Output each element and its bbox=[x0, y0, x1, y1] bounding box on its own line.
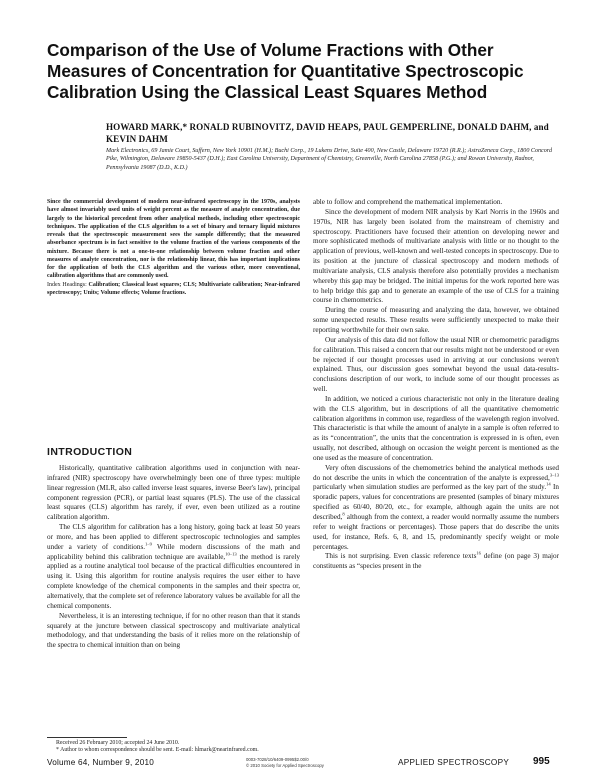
footer-copyright: © 2010 Society for Applied Spectroscopy bbox=[246, 763, 324, 769]
citation: 8 bbox=[342, 511, 345, 517]
index-headings-label: Index Headings: bbox=[47, 281, 87, 288]
footnotes bbox=[47, 740, 300, 755]
paragraph: Nevertheless, it is an interesting technique, if for no other reason than that it stands squarely at the juncture between classical spectroscopy and multivariate analytical methodology, and that understanding the basis of it relies more on the relationship of the spectra to chemical intuition than on being bbox=[47, 611, 300, 650]
article-title: Comparison of the Use of Volume Fractions with Other Measures of Concentration for Quantitative Spectroscopic Calibration Using the Classical Least Squares Method bbox=[47, 40, 524, 102]
footer-journal-name: APPLIED SPECTROSCOPY bbox=[398, 758, 510, 767]
paragraph-text: particularly when simulation studies are performed as the key part of the study. bbox=[313, 483, 547, 492]
paragraph-text: although from the context, a reader would normally assume the numbers refer to weight fractions or percentages). Those papers that do describe the units used, for instance, Refs. 6, 8, and 15, predominantly specify weight or mole percentages. bbox=[313, 513, 559, 551]
paragraph: Historically, quantitative calibration algorithms used in conjunction with near-infrared (NIR) spectroscopy have overwhelmingly been one of three types: multiple linear regression (MLR, also called inverse least squares, inverse Beer's law), principal component regression (PCR), or partial least squares (PLS). The use of the classical least squares (CLS) algorithm has rarely, if ever, even been utilized as a routine calibration algorithm. bbox=[47, 464, 300, 522]
citation: 14 bbox=[546, 482, 551, 488]
abstract: Since the commercial development of modern near-infrared spectroscopy in the 1970s, analysts have almost invariably used units of weight percent as the measure of analyte concentration, due largely to the historical precedent from other analytical methods, including other spectroscopic techniques. The application of the CLS algorithm to a set of binary and ternary liquid mixtures reveals that the spectroscopic measurement sees the sample differently; that the measured absorbance spectrum is in fact sensitive to the volume fraction of the various components of the mixture. Because there is not a one-to-one relationship between volume fraction and other measures of analyte concentration, nor is the relationship linear, this has important implications for the application of both the CLS algorithm and the various other, more conventional, calibration algorithms that are commonly used. bbox=[47, 199, 300, 280]
author-affiliations: Mark Electronics, 69 Jamie Court, Suffern, New York 10901 (H.M.); Buchi Corp., 19 Lukens Drive, Suite 400, New Castle, Delaware 19720 (R.R.); AstraZeneca Corp., 1800 Concord Pike, Wilmington, Delaware 19850-5437 (D.H.); East Carolina University, Department of Chemistry, Greenville, North Carolina 27858 (P.G.); and Rowan University, Radnor, Pennsylvania 19087 (D.D., K.D.) bbox=[106, 148, 552, 171]
footer-volume: Volume 64, Number 9, 2010 bbox=[47, 758, 154, 767]
left-column bbox=[47, 198, 301, 650]
paragraph-text: The CLS algorithm for calibration has a long history, going back at least 50 years or more, and has been applied to different spectroscopic technologies and samples under a variety of conditions. bbox=[47, 523, 300, 551]
paragraph: Since the development of modern NIR analysis by Karl Norris in the 1960s and 1970s, NIR has largely been isolated from the mainstream of chemistry and spectroscopy. Practitioners have focused their attention on developing newer and more sophisticated methods of multivariate analysis with little or no thought to the application of previous, well-known and well-tested concepts in spectroscopy. Due to its position at the juncture of classical spectroscopy and modern methods of multivariate analysis, CLS analysis therefore also potentially provides a mechanism whereby this gap may be bridged. The initial impetus for the work reported here was to help bridge this gap and to generate an example of the use of CLS for a training course in chemometrics. bbox=[313, 207, 559, 305]
paragraph: Our analysis of this data did not follow the usual NIR or chemometric paradigms for calibration. This raised a concern that our results might not be understood or even be rejected if our thought processes used in arriving at our conclusions weren't explained. Thus, our discussion goes somewhat beyond the usual data-results-conclusions description of our work, to include some of our thought processes as well. bbox=[313, 335, 559, 394]
author-list: HOWARD MARK,* RONALD RUBINOVITZ, DAVID HEAPS, PAUL GEMPERLINE, DONALD DAHM, and KEVIN DAHM bbox=[106, 122, 549, 144]
footnote-received: Received 26 February 2010; accepted 24 June 2010. bbox=[56, 740, 180, 746]
footnote-author: * Author to whom correspondence should be sent. E-mail: hlmark@nearinfrared.com. bbox=[56, 747, 259, 754]
footnote-divider bbox=[47, 737, 127, 738]
paragraph-text: In sporadic papers, values for concentrations are presented (samples of binary mixtures specified as 60/40, 80/20, etc., for example, although again the units are not described, bbox=[313, 483, 559, 521]
section-heading-introduction: INTRODUCTION bbox=[47, 446, 133, 458]
citation: 1–9 bbox=[145, 541, 152, 547]
right-column bbox=[313, 198, 559, 572]
paragraph: able to follow and comprehend the mathematical implementation. bbox=[313, 198, 503, 206]
citation: 10–13 bbox=[225, 551, 237, 557]
paragraph-text: While modern discussions of the math and applicability behind this calibration technique are available, bbox=[47, 542, 300, 561]
page-number: 995 bbox=[533, 756, 550, 767]
index-headings-terms: Calibration; Classical least squares; CLS; Multivariate calibration; Near-infrared spectroscopy; Units; Volume effects; Volume fractions. bbox=[47, 281, 301, 296]
paragraph-text: define (on page 3) major constituents as “species present in the bbox=[313, 552, 560, 571]
paragraph-text: This is not surprising. Even classic reference texts bbox=[325, 552, 477, 561]
left-body-text bbox=[47, 464, 300, 651]
paragraph: During the course of measuring and analyzing the data, however, we obtained some unexpected results. These results were sufficiently unexpected to make their reporting worthwhile for their own sake. bbox=[313, 306, 559, 334]
paragraph: In addition, we noticed a curious characteristic not only in the literature dealing with the CLS algorithm, but in descriptions of all the quantitative chemometric calibration algorithms in common use, regardless of the wavelength region involved. This characteristic is that while the amount of analyte in a sample is often referred to as its “concentration”, the units that the concentration is expressed in is often, even usually, not described, although on occasion the weight percent is mentioned as the one used as the measure of concentration. bbox=[313, 394, 559, 462]
paragraph bbox=[47, 523, 300, 612]
paragraph bbox=[313, 552, 559, 572]
paragraph-text: the method is rarely applied as a routine analytical tool because of the practical difficulties encountered in using it. Using this algorithm for routine analysis requires the user either to have complete knowledge of the chemical components in the samples and their spectra or, alternatively, that the complete set of reference laboratory values be available for all the chemical components. bbox=[47, 552, 300, 610]
footer-issn: 0003-7028/10/6409-0995$2.00/0 bbox=[246, 757, 309, 762]
citation: 3–13 bbox=[549, 472, 559, 478]
footer-meta bbox=[246, 757, 376, 769]
paragraph-text: Very often discussions of the chemometrics behind the analytical methods used do not describe the units in which the concentration of the analyte is expressed, bbox=[313, 463, 559, 482]
paragraph bbox=[313, 464, 559, 553]
index-headings bbox=[47, 281, 300, 298]
citation: 16 bbox=[476, 550, 481, 556]
